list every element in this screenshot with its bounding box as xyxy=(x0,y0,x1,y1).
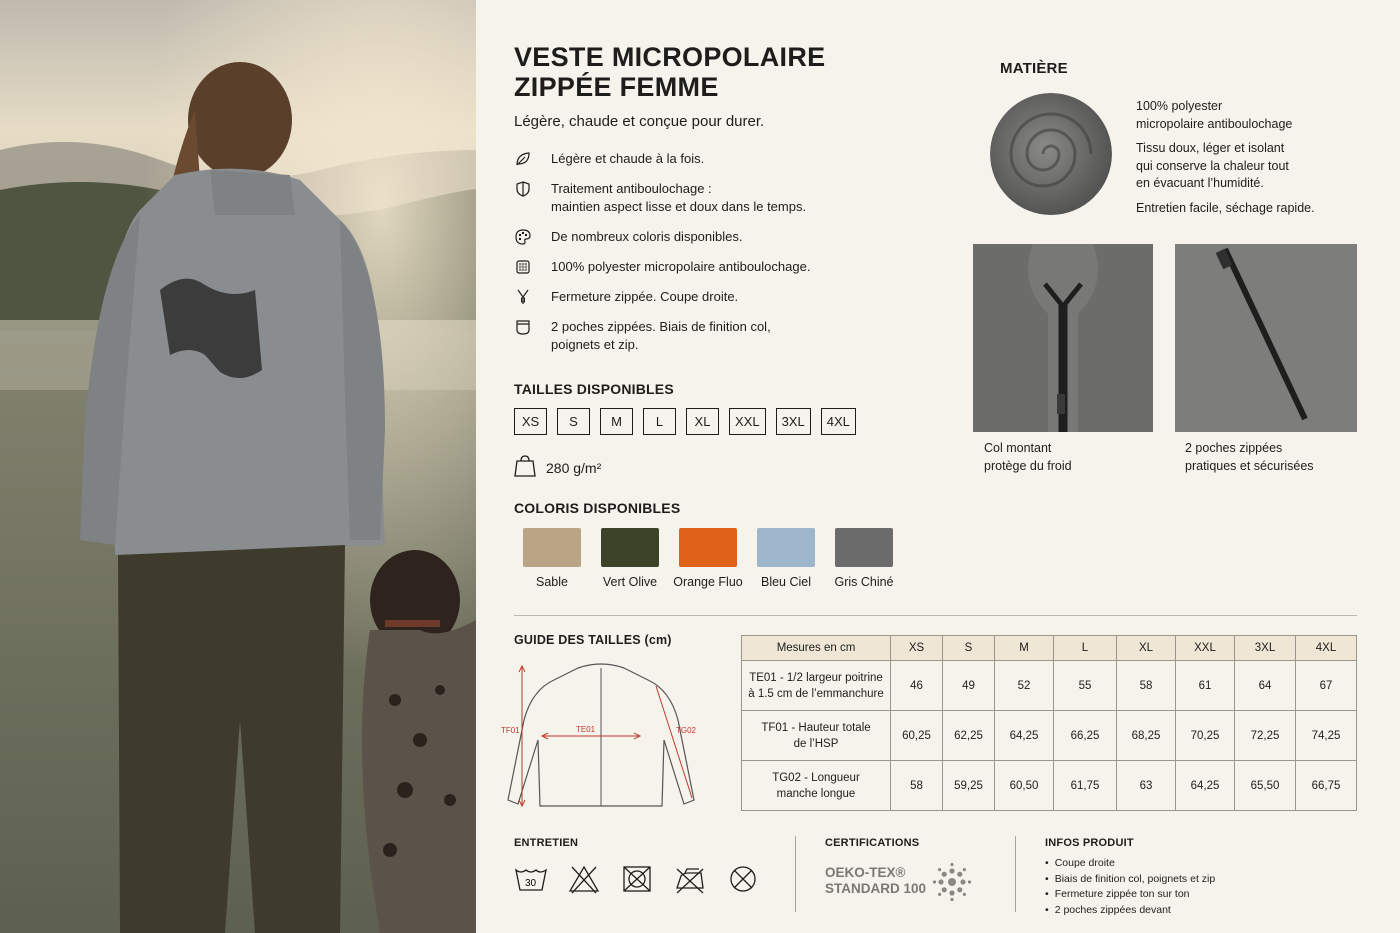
color-option-gris-chine[interactable]: Gris Chiné xyxy=(825,528,903,589)
diagram-label-tg02: TG02 xyxy=(676,726,697,735)
size-table xyxy=(741,635,1357,811)
oeko-tex-logo-icon xyxy=(932,862,972,907)
material-description: 100% polyester micropolaire antiboulochage Tissu doux, léger et isolant qui conserve la chaleur tout en évacuant l’humidité. Entretien facile, séchage rapide. xyxy=(1136,99,1315,215)
material-title: MATIÈRE xyxy=(1000,60,1068,77)
list-item: • 2 poches zippées devant xyxy=(1045,903,1215,919)
no-iron-icon xyxy=(673,864,707,899)
table-header-row: Mesures en cm XS S M L XL XXL 3XL 4XL xyxy=(742,636,1357,661)
certifications-title: CERTIFICATIONS xyxy=(825,837,920,849)
feature-item: 100% polyester micropolaire antiboulochage. xyxy=(514,258,934,276)
diagram-label-tf01: TF01 xyxy=(501,726,520,735)
weight-icon xyxy=(514,454,536,481)
product-subtitle: Légère, chaude et conçue pour durer. xyxy=(514,113,765,130)
fabric-weight xyxy=(514,454,601,481)
section-divider xyxy=(514,615,1357,616)
size-option-xs[interactable]: XS xyxy=(514,408,547,435)
color-option-bleu-ciel[interactable]: Bleu Ciel xyxy=(747,528,825,589)
collar-detail-image xyxy=(973,244,1153,432)
feature-list xyxy=(514,150,934,366)
color-selector xyxy=(513,528,903,589)
color-swatch xyxy=(757,528,815,567)
feature-item: 2 poches zippées. Biais de finition col, poignets et zip. xyxy=(514,318,934,354)
size-option-xxl[interactable]: XXL xyxy=(729,408,766,435)
color-swatch xyxy=(835,528,893,567)
colors-title: COLORIS DISPONIBLES xyxy=(514,500,681,516)
table-row: TF01 - Hauteur totale de l’HSP 60,25 62,25 64,25 66,25 68,25 70,25 72,25 74,25 xyxy=(742,711,1357,761)
jacket-diagram xyxy=(498,660,708,815)
size-selector xyxy=(514,408,856,435)
infos-title: INFOS PRODUIT xyxy=(1045,837,1134,849)
svg-text:30: 30 xyxy=(525,878,537,889)
size-option-xl[interactable]: XL xyxy=(686,408,719,435)
size-guide-title: GUIDE DES TAILLES (cm) xyxy=(514,633,672,647)
color-option-orange-fluo[interactable]: Orange Fluo xyxy=(669,528,747,589)
product-title: VESTE MICROPOLAIRE ZIPPÉE FEMME xyxy=(514,42,826,102)
oeko-tex-label: OEKO-TEX® STANDARD 100 xyxy=(825,865,927,896)
feature-item: Légère et chaude à la fois. xyxy=(514,150,934,168)
list-item: • Coupe droite xyxy=(1045,856,1215,872)
no-dry-clean-icon xyxy=(726,864,760,899)
list-item: • Biais de finition col, poignets et zip xyxy=(1045,872,1215,888)
sizes-title: TAILLES DISPONIBLES xyxy=(514,381,674,397)
pocket-icon xyxy=(514,318,551,336)
color-option-vert-olive[interactable]: Vert Olive xyxy=(591,528,669,589)
footer-divider xyxy=(1015,836,1016,912)
leaf-icon xyxy=(514,150,551,168)
no-tumble-dry-icon xyxy=(620,864,654,899)
weight-label: 280 g/m² xyxy=(546,459,602,476)
table-row: TE01 - 1/2 largeur poitrine à 1.5 cm de l’emmanchure 46 49 52 55 58 61 64 67 xyxy=(742,661,1357,711)
care-icons xyxy=(514,864,760,899)
infos-list xyxy=(1045,856,1215,918)
size-option-3xl[interactable]: 3XL xyxy=(776,408,811,435)
fabric-icon xyxy=(514,258,551,276)
palette-icon xyxy=(514,228,551,246)
pocket-caption: 2 poches zippées pratiques et sécurisées xyxy=(1185,441,1314,473)
table-row: TG02 - Longueur manche longue 58 59,25 60,50 61,75 63 64,25 65,50 66,75 xyxy=(742,761,1357,811)
pocket-detail-image xyxy=(1175,244,1357,432)
wash-30-icon xyxy=(514,864,548,899)
color-option-sable[interactable]: Sable xyxy=(513,528,591,589)
feature-item: Fermeture zippée. Coupe droite. xyxy=(514,288,934,306)
no-bleach-icon xyxy=(567,864,601,899)
shield-icon xyxy=(514,180,551,198)
color-swatch xyxy=(601,528,659,567)
size-option-m[interactable]: M xyxy=(600,408,633,435)
collar-caption: Col montant protège du froid xyxy=(984,441,1072,473)
feature-item: Traitement antiboulochage : maintien aspect lisse et doux dans le temps. xyxy=(514,180,934,216)
care-title: ENTRETIEN xyxy=(514,837,579,849)
fleece-texture-image xyxy=(990,93,1112,215)
feature-item: De nombreux coloris disponibles. xyxy=(514,228,934,246)
diagram-label-te01: TE01 xyxy=(576,725,596,734)
zipper-icon xyxy=(514,288,551,306)
footer-divider xyxy=(795,836,796,912)
size-option-4xl[interactable]: 4XL xyxy=(821,408,856,435)
list-item: • Fermeture zippée ton sur ton xyxy=(1045,887,1215,903)
color-swatch xyxy=(679,528,737,567)
color-swatch xyxy=(523,528,581,567)
size-option-l[interactable]: L xyxy=(643,408,676,435)
size-option-s[interactable]: S xyxy=(557,408,590,435)
product-photo xyxy=(0,0,476,933)
